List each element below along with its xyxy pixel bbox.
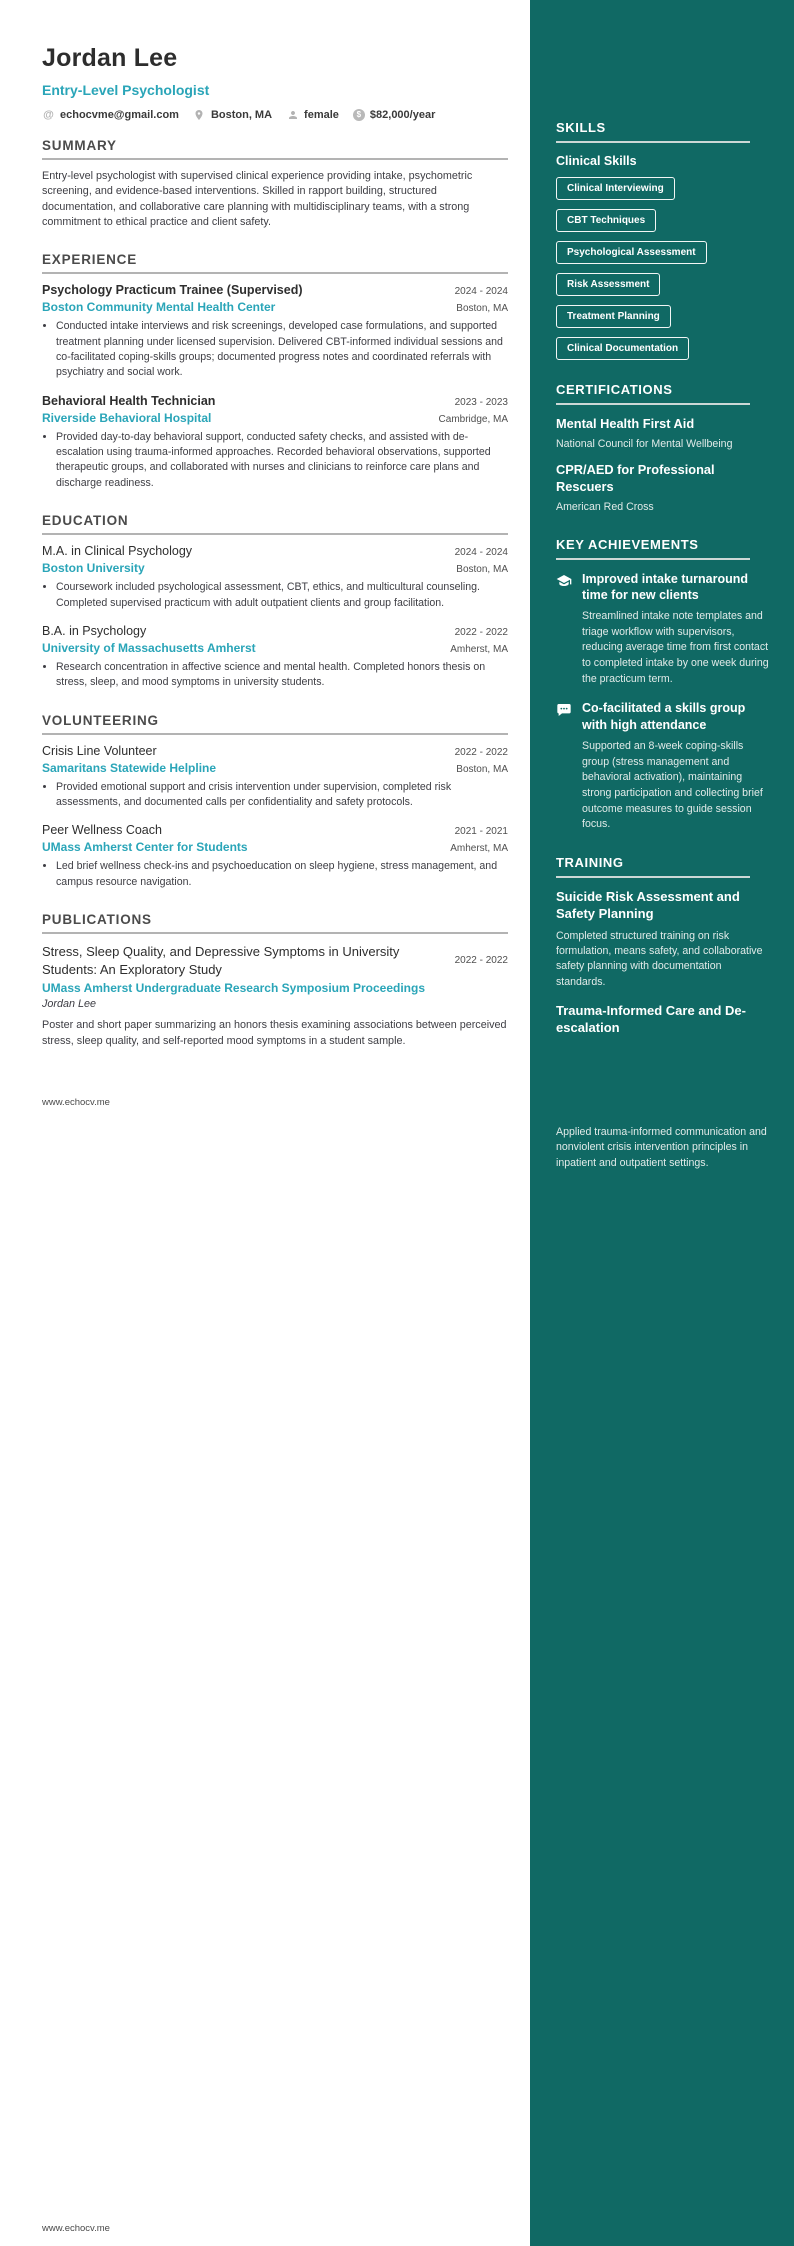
entry-title: Crisis Line Volunteer	[42, 743, 157, 758]
entry-location: Boston, MA	[456, 763, 508, 775]
education-entry	[42, 624, 508, 691]
section-rule	[42, 158, 508, 160]
entry-location: Boston, MA	[456, 564, 508, 576]
training-title: Trauma-Informed Care and De-escalation	[556, 1003, 746, 1036]
certifications-heading: CERTIFICATIONS	[556, 382, 673, 397]
job-title: Entry-Level Psychologist	[42, 82, 210, 98]
sidebar-rule	[556, 141, 750, 143]
speech-bubble-icon	[556, 702, 572, 718]
entry-organization: Samaritans Statewide Helpline	[42, 760, 217, 775]
publications-heading: PUBLICATIONS	[42, 912, 152, 928]
email-icon: @	[43, 108, 54, 121]
publication-entry	[42, 943, 508, 1049]
volunteering-heading: VOLUNTEERING	[42, 712, 159, 728]
volunteering-entry	[42, 823, 508, 890]
skills-group-title: Clinical Skills	[556, 154, 637, 168]
skill-chip: Risk Assessment	[556, 273, 660, 296]
entry-date: 2024 - 2024	[454, 286, 508, 298]
skills-heading: SKILLS	[556, 120, 606, 135]
summary-text: Entry-level psychologist with supervised clinical experience providing intake, psychometric screening, and evidence-based interventions. Skilled in rapport building, structured documentation, and collaborative care planning with multidisciplinary teams, with a strong commitment to ethical practice and client safety.	[42, 170, 473, 228]
entry-bullets	[42, 780, 508, 811]
entry-bullets	[42, 859, 508, 890]
gender-icon	[286, 108, 299, 121]
entry-date: 2024 - 2024	[454, 547, 508, 559]
sidebar-section-training	[556, 855, 770, 1171]
entry-date: 2023 - 2023	[454, 396, 508, 408]
training-description: Applied trauma-informed communication and nonviolent crisis intervention principles in inpatient and outpatient settings.	[556, 1125, 767, 1169]
volunteering-entry	[42, 744, 508, 811]
bullet-item: • Led brief wellness check-ins and psychoeducation on sleep hygiene, stress management, and campus resource navigation.	[56, 859, 508, 890]
achievement-title: Improved intake turnaround time for new clients	[582, 571, 748, 602]
training-item	[556, 889, 770, 990]
experience-entry	[42, 283, 508, 380]
entry-location: Amherst, MA	[450, 843, 508, 855]
contact-row	[42, 108, 508, 121]
contact-email-text: echocvme@gmail.com	[60, 108, 179, 121]
section-rule	[42, 272, 508, 274]
publication-date: 2022 - 2022	[454, 955, 508, 967]
achievement-description: Streamlined intake note templates and triage workflow with supervisors, reducing average time from first contact to completed intake by one week during the practicum term.	[582, 610, 769, 685]
entry-title: Peer Wellness Coach	[42, 823, 162, 838]
contact-salary-text: $82,000/year	[369, 108, 436, 121]
entry-school: University of Massachusetts Amherst	[42, 640, 256, 655]
entry-date: 2022 - 2022	[454, 746, 508, 758]
training-heading: TRAINING	[556, 854, 624, 870]
person-name: Jordan Lee	[42, 44, 178, 72]
section-experience	[42, 252, 508, 491]
entry-company: Riverside Behavioral Hospital	[42, 410, 212, 425]
bullet-item: • Research concentration in affective science and mental health. Completed honors thesis on stress, sleep, and mood symptoms in university students.	[56, 660, 508, 691]
entry-location: Amherst, MA	[450, 643, 508, 655]
footer-url[interactable]: www.echocv.me	[42, 2223, 110, 2234]
graduation-cap-icon	[556, 573, 572, 589]
sidebar-rule	[556, 403, 750, 405]
entry-school: Boston University	[42, 561, 145, 576]
publication-title: Stress, Sleep Quality, and Depressive Symptoms in University Students: An Exploratory Study	[42, 944, 400, 977]
section-publications	[42, 912, 508, 1049]
salary-icon: $	[353, 109, 365, 121]
contact-gender	[286, 108, 339, 121]
entry-title: Behavioral Health Technician	[42, 393, 216, 408]
publication-venue: UMass Amherst Undergraduate Research Symposium Proceedings	[42, 981, 426, 996]
contact-salary	[353, 109, 435, 121]
bullet-item: • Provided day-to-day behavioral support, conducted safety checks, and assisted with de-escalation using trauma-informed approaches. Recorded behavioral observations, supported therapeutic groups, and collaborated with nurses and clinicians to reinforce care plans and discharge readiness.	[56, 430, 508, 491]
section-education	[42, 513, 508, 690]
entry-location: Cambridge, MA	[438, 413, 508, 425]
certification-item	[556, 462, 770, 514]
entry-bullets	[42, 319, 508, 380]
footer-url[interactable]: www.echocv.me	[42, 1097, 110, 1108]
entry-company: Boston Community Mental Health Center	[42, 300, 276, 315]
location-icon	[193, 108, 206, 121]
contact-email	[42, 108, 179, 121]
training-item	[556, 1003, 770, 1171]
contact-location	[193, 108, 272, 121]
publication-author: Jordan Lee	[42, 998, 97, 1011]
bullet-item: • Coursework included psychological assessment, CBT, ethics, and multicultural counseling. Completed supervised practicum with adult outpatient clients and group facilitation.	[56, 580, 508, 611]
sidebar-rule	[556, 558, 750, 560]
achievements-heading: KEY ACHIEVEMENTS	[556, 536, 699, 552]
sidebar-section-certifications	[556, 382, 770, 515]
skill-chip: Treatment Planning	[556, 305, 671, 328]
certification-name: CPR/AED for Professional Rescuers	[556, 462, 715, 495]
sidebar-rule	[556, 876, 750, 878]
entry-title: Psychology Practicum Trainee (Supervised)	[42, 283, 303, 298]
summary-heading: SUMMARY	[42, 138, 117, 153]
bullet-item: • Provided emotional support and crisis intervention under supervision, completed risk assessments, and documented calls per confidentiality and safety protocols.	[56, 780, 508, 811]
contact-gender-text: female	[304, 108, 339, 121]
section-rule	[42, 533, 508, 535]
contact-location-text: Boston, MA	[210, 108, 273, 121]
certification-issuer: American Red Cross	[556, 500, 654, 513]
section-summary	[42, 138, 508, 230]
achievement-item	[556, 700, 770, 833]
entry-location: Boston, MA	[456, 303, 508, 315]
entry-title: M.A. in Clinical Psychology	[42, 544, 193, 559]
entry-bullets	[42, 580, 508, 611]
sidebar-section-skills	[556, 120, 770, 360]
section-volunteering	[42, 713, 508, 890]
education-heading: EDUCATION	[42, 513, 129, 529]
entry-date: 2022 - 2022	[454, 626, 508, 638]
sidebar-section-achievements	[556, 537, 770, 833]
section-rule	[42, 733, 508, 735]
achievement-item	[556, 571, 770, 688]
bullet-item: • Conducted intake interviews and risk screenings, developed case formulations, and supported treatment planning under licensed supervision. Delivered CBT-informed individual sessions and co-facilitated coping-skills groups; documented progress notes and coordinated referrals with psychiatry and social work.	[56, 319, 508, 380]
skill-chip: Clinical Documentation	[556, 337, 689, 360]
sidebar	[530, 0, 794, 2246]
entry-date: 2021 - 2021	[454, 826, 508, 838]
publication-description: Poster and short paper summarizing an honors thesis examining associations between perceived stress, sleep quality, and self-reported mood symptoms in a student sample.	[42, 1019, 507, 1047]
certification-item	[556, 416, 770, 451]
training-description: Completed structured training on risk formulation, means safety, and collaborative safety planning with documentation standards.	[556, 929, 763, 988]
skill-chip: Clinical Interviewing	[556, 177, 675, 200]
entry-title: B.A. in Psychology	[42, 623, 147, 638]
skill-chip: Psychological Assessment	[556, 241, 707, 264]
experience-heading: EXPERIENCE	[42, 252, 138, 268]
certification-name: Mental Health First Aid	[556, 416, 695, 431]
skill-chip: CBT Techniques	[556, 209, 656, 232]
section-rule	[42, 932, 508, 934]
entry-bullets	[42, 430, 508, 491]
entry-organization: UMass Amherst Center for Students	[42, 840, 248, 855]
experience-entry	[42, 394, 508, 491]
achievement-title: Co-facilitated a skills group with high attendance	[582, 701, 746, 732]
achievement-description: Supported an 8-week coping-skills group (stress management and behavioral activation), maintaining strong participation and collecting brief outcome measures to guide session focus.	[582, 739, 763, 831]
entry-bullets	[42, 660, 508, 691]
education-entry	[42, 544, 508, 611]
training-title: Suicide Risk Assessment and Safety Planning	[556, 888, 740, 921]
certification-issuer: National Council for Mental Wellbeing	[556, 437, 733, 450]
